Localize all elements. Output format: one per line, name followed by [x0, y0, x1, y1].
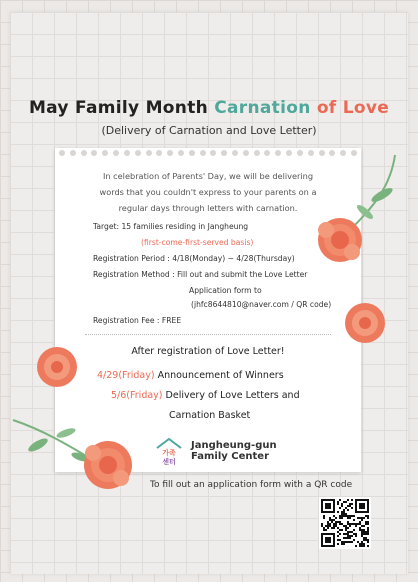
- registration-method: Registration Method : Fill out and submit the Love Letter: [93, 270, 308, 279]
- logo-name-line: Family Center: [191, 451, 270, 462]
- carnation-flower-icon: [340, 298, 390, 348]
- binder-ring: [102, 150, 108, 156]
- binder-ring: [286, 150, 292, 156]
- carnation-flower-icon: [8, 405, 138, 500]
- schedule-text: Announcement of Winners: [157, 370, 284, 381]
- logo-name-line: Jangheung-gun: [191, 440, 277, 451]
- title-part-of-love: of Love: [316, 98, 390, 118]
- registration-method-line2: Application form to: [189, 286, 262, 295]
- binder-ring: [91, 150, 97, 156]
- binder-ring: [146, 150, 152, 156]
- qr-code[interactable]: [319, 497, 371, 549]
- schedule-date: 4/29(Friday): [97, 370, 155, 381]
- binder-ring: [232, 150, 238, 156]
- binder-ring: [297, 150, 303, 156]
- family-center-logo: [155, 436, 277, 466]
- intro-line: regular days through letters with carnation.: [118, 203, 298, 213]
- title-part-may-family-month: May Family Month: [28, 98, 209, 118]
- intro-line: In celebration of Parents' Day, we will be delivering: [102, 171, 314, 181]
- binder-ring: [81, 150, 87, 156]
- intro-line: words that you couldn't express to your parents on a: [99, 187, 317, 197]
- carnation-flower-icon: [32, 342, 82, 392]
- schedule-date: 5/6(Friday): [111, 390, 163, 401]
- poster-subtitle: (Delivery of Carnation and Love Letter): [101, 124, 317, 137]
- carnation-flower-icon: [310, 150, 410, 280]
- registration-email: (jhfc8644810@naver.com / QR code): [191, 300, 332, 309]
- qr-caption: To fill out an application form with a QR code: [150, 480, 353, 490]
- binder-ring: [178, 150, 184, 156]
- title-part-carnation: Carnation: [214, 98, 311, 118]
- registration-period: Registration Period : 4/18(Monday) ~ 4/28(Thursday): [93, 254, 295, 263]
- target-text: Target: 15 families residing in Jangheung: [93, 222, 249, 231]
- binder-ring: [59, 150, 65, 156]
- binder-ring: [156, 150, 162, 156]
- binder-ring: [167, 150, 173, 156]
- logo-mark-text: 가족: [162, 449, 176, 457]
- binder-ring: [221, 150, 227, 156]
- divider: [85, 334, 331, 335]
- binder-ring: [264, 150, 270, 156]
- binder-ring: [135, 150, 141, 156]
- family-center-name: [191, 440, 277, 462]
- binder-ring: [200, 150, 206, 156]
- binder-ring: [70, 150, 76, 156]
- binder-ring: [243, 150, 249, 156]
- binder-ring: [113, 150, 119, 156]
- binder-ring: [189, 150, 195, 156]
- binder-ring: [254, 150, 260, 156]
- schedule-item-2: [111, 390, 300, 401]
- registration-fee: Registration Fee : FREE: [93, 316, 182, 325]
- schedule-item-1: [97, 370, 284, 381]
- after-heading: After registration of Love Letter!: [131, 346, 285, 357]
- schedule-item-2-cont: Carnation Basket: [169, 410, 251, 421]
- binder-ring: [275, 150, 281, 156]
- poster-title: [0, 98, 418, 118]
- logo-mark-text: 센터: [162, 458, 176, 466]
- binder-ring: [124, 150, 130, 156]
- qr-code-icon: [319, 497, 371, 549]
- intro-text: [71, 168, 345, 216]
- target-note: (first-come-first-served basis): [141, 238, 254, 247]
- family-center-logo-icon: [155, 436, 183, 466]
- schedule-text: Delivery of Love Letters and: [165, 390, 300, 401]
- binder-ring: [210, 150, 216, 156]
